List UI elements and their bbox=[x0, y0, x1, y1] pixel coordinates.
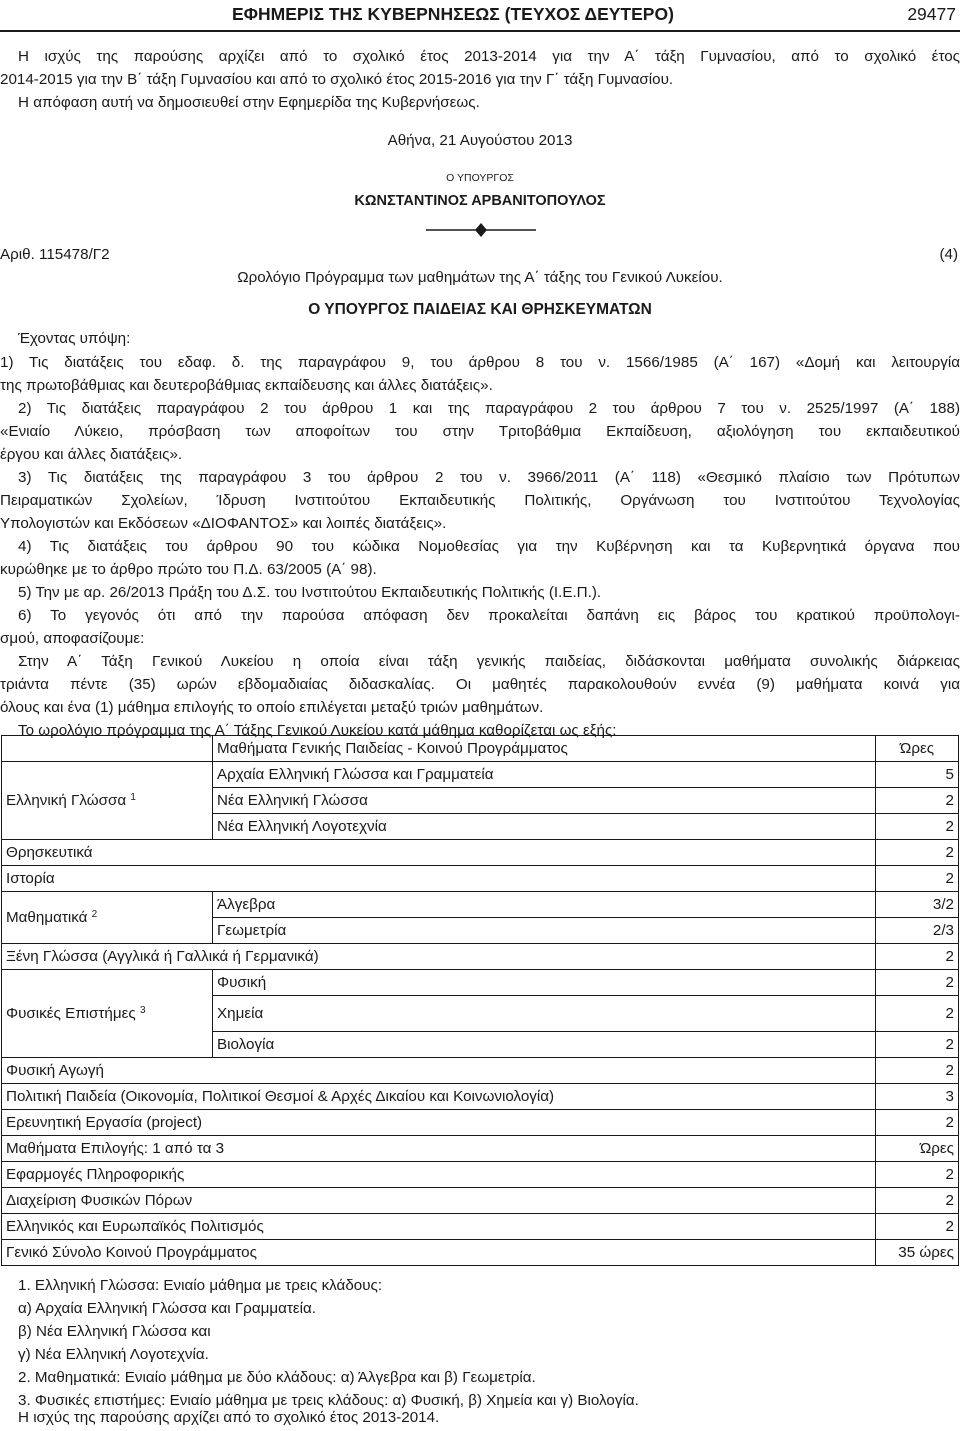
table-row bbox=[2, 892, 959, 918]
subject-hours: 2 bbox=[876, 1110, 959, 1136]
subject-group-greek bbox=[2, 762, 213, 840]
subject-hours: 2 bbox=[876, 1162, 959, 1188]
body-line: κυρώθηκε με το άρθρο πρώτο του Π.Δ. 63/2005 (Α΄ 98). bbox=[0, 561, 377, 578]
gazette-title: ΕΦΗΜΕΡΙΣ ΤΗΣ ΚΥΒΕΡΝΗΣΕΩΣ (ΤΕΥΧΟΣ ΔΕΥΤΕΡΟ) bbox=[232, 4, 674, 24]
body-line: 1) Τις διατάξεις του εδαφ. δ. της παραγράφου 9, του άρθρου 8 του ν. 1566/1985 (Α΄ 167) «Δομή και λειτουργία bbox=[0, 354, 960, 371]
footnote-marker: 2 bbox=[91, 908, 98, 920]
table-row bbox=[2, 1188, 959, 1214]
subject-name: Χημεία bbox=[213, 996, 876, 1032]
body-line: τριάντα πέντε (35) ωρών εβδομαδιαίας διδασκαλίας. Οι μαθητές παρακολουθούν εννέα (9) μαθήματα κοινά για bbox=[0, 676, 960, 693]
subject-hours: 2 bbox=[876, 1032, 959, 1058]
separator-ornament-icon bbox=[426, 222, 536, 238]
page-number: 29477 bbox=[907, 4, 956, 24]
table-row bbox=[2, 1084, 959, 1110]
schedule-table bbox=[1, 735, 959, 1266]
footnote-marker: 3 bbox=[139, 1004, 146, 1016]
table-row bbox=[2, 944, 959, 970]
note-line: α) Αρχαία Ελληνική Γλώσσα και Γραμματεία. bbox=[18, 1300, 317, 1317]
subject-hours: 2 bbox=[876, 1214, 959, 1240]
subject-label: Φυσικές Επιστήμες bbox=[6, 1004, 136, 1022]
body-line: 6) Το γεγονός ότι από την παρούσα απόφαση δεν προκαλείται δαπάνη εις βάρος του κρατικού προϋπολογι- bbox=[18, 607, 960, 624]
table-row bbox=[2, 736, 959, 762]
subject-name: Θρησκευτικά bbox=[2, 840, 876, 866]
body-line: Η ισχύς της παρούσης αρχίζει από το σχολικό έτος 2013-2014 για την Α΄ τάξη Γυμνασίου, από το σχολικό έτος bbox=[18, 48, 960, 65]
subject-name: Διαχείριση Φυσικών Πόρων bbox=[2, 1188, 876, 1214]
note-line: 3. Φυσικές επιστήμες: Ενιαίο μάθημα με τρεις κλάδους: α) Φυσική, β) Χημεία και γ) Βιολογία. bbox=[18, 1392, 639, 1409]
subject-name: Άλγεβρα bbox=[213, 892, 876, 918]
total-hours: 35 ώρες bbox=[876, 1240, 959, 1266]
subject-name: Αρχαία Ελληνική Γλώσσα και Γραμματεία bbox=[213, 762, 876, 788]
subject-label: Ελληνική Γλώσσα bbox=[6, 791, 127, 809]
table-row bbox=[2, 1240, 959, 1266]
table-row bbox=[2, 1110, 959, 1136]
table-row bbox=[2, 1214, 959, 1240]
subject-name: Φυσική Αγωγή bbox=[2, 1058, 876, 1084]
subject-name: Γεωμετρία bbox=[213, 918, 876, 944]
subject-label: Μαθηματικά bbox=[6, 908, 88, 926]
authority-title: Ο ΥΠΟΥΡΓΟΣ ΠΑΙΔΕΙΑΣ ΚΑΙ ΘΡΗΣΚΕΥΜΑΤΩΝ bbox=[308, 301, 652, 318]
subject-group-math bbox=[2, 892, 213, 944]
body-line: Το ωρολόγιο πρόγραμμα της Α΄ Τάξης Γενικού Λυκείου κατά μάθημα καθορίζεται ως εξής: bbox=[18, 722, 617, 739]
footnote-marker: 1 bbox=[130, 791, 136, 803]
note-line: β) Νέα Ελληνική Γλώσσα και bbox=[18, 1323, 211, 1340]
subject-hours: 2 bbox=[876, 814, 959, 840]
note-line: γ) Νέα Ελληνική Λογοτεχνία. bbox=[18, 1346, 209, 1363]
body-line: 5) Την με αρ. 26/2013 Πράξη του Δ.Σ. του Ινστιτούτου Εκπαιδευτικής Πολιτικής (Ι.Ε.Π.). bbox=[18, 584, 602, 601]
body-line: 4) Τις διατάξεις του άρθρου 90 του κώδικα Νομοθεσίας για την Κυβέρνηση και τα Κυβερνητικά όργανα που bbox=[18, 538, 960, 555]
subject-name: Βιολογία bbox=[213, 1032, 876, 1058]
subject-name: Πολιτική Παιδεία (Οικονομία, Πολιτικοί Θεσμοί & Αρχές Δικαίου και Κοινωνιολογία) bbox=[2, 1084, 876, 1110]
subject-name: Νέα Ελληνική Γλώσσα bbox=[213, 788, 876, 814]
total-label: Γενικό Σύνολο Κοινού Προγράμματος bbox=[2, 1240, 876, 1266]
subject-hours: 2 bbox=[876, 840, 959, 866]
header-rule bbox=[0, 30, 960, 32]
signatory-title: Ο ΥΠΟΥΡΓΟΣ bbox=[446, 172, 514, 184]
subject-hours: 2 bbox=[876, 866, 959, 892]
subject-hours: 5 bbox=[876, 762, 959, 788]
subject-hours: 2 bbox=[876, 1058, 959, 1084]
subject-name: Ξένη Γλώσσα (Αγγλικά ή Γαλλικά ή Γερμανικά) bbox=[2, 944, 876, 970]
table-row bbox=[2, 1162, 959, 1188]
table-row bbox=[2, 762, 959, 788]
note-line: Η ισχύς της παρούσης αρχίζει από το σχολικό έτος 2013-2014. bbox=[18, 1409, 440, 1426]
electives-header: Μαθήματα Επιλογής: 1 από τα 3 bbox=[2, 1136, 876, 1162]
body-line: όλους και ένα (1) μάθημα επιλογής το οποίο επιλέγεται μεταξύ τριών μαθημάτων. bbox=[0, 699, 544, 716]
note-line: 1. Ελληνική Γλώσσα: Ενιαίο μάθημα με τρεις κλάδους: bbox=[18, 1277, 383, 1294]
table-header-title: Μαθήματα Γενικής Παιδείας - Κοινού Προγράμματος bbox=[213, 736, 876, 762]
body-line: 3) Τις διατάξεις της παραγράφου 3 του άρθρου 2 του ν. 3966/2011 (Α΄ 118) «Θεσμικό πλαίσιο των Πρότυπων bbox=[18, 469, 960, 486]
place-date: Αθήνα, 21 Αυγούστου 2013 bbox=[387, 132, 573, 149]
body-line: Υπολογιστών και Εκδόσεων «ΔΙΟΦΑΝΤΟΣ» και λοιπές διατάξεις». bbox=[0, 515, 447, 532]
table-row bbox=[2, 840, 959, 866]
subject-name: Νέα Ελληνική Λογοτεχνία bbox=[213, 814, 876, 840]
table-row bbox=[2, 1136, 959, 1162]
subject-name: Ελληνικός και Ευρωπαϊκός Πολιτισμός bbox=[2, 1214, 876, 1240]
subject-name: Φυσική bbox=[213, 970, 876, 996]
body-line: της πρωτοβάθμιας και δευτεροβάθμιας εκπαίδευσης και άλλες διατάξεις». bbox=[0, 377, 493, 394]
table-header-hours: Ώρες bbox=[876, 736, 959, 762]
subject-name: Ιστορία bbox=[2, 866, 876, 892]
decision-subject: Ωρολόγιο Πρόγραμμα των μαθημάτων της Α΄ τάξης του Γενικού Λυκείου. bbox=[237, 269, 723, 286]
table-row bbox=[2, 1058, 959, 1084]
body-line: έργου και άλλες διατάξεις». bbox=[0, 446, 183, 463]
body-line: Η απόφαση αυτή να δημοσιευθεί στην Εφημερίδα της Κυβερνήσεως. bbox=[18, 94, 480, 111]
subject-hours: 2 bbox=[876, 944, 959, 970]
subject-hours: 2 bbox=[876, 1188, 959, 1214]
body-line: σμού, αποφασίζουμε: bbox=[0, 630, 145, 647]
signatory-name: ΚΩΝΣΤΑΝΤΙΝΟΣ ΑΡΒΑΝΙΤΟΠΟΥΛΟΣ bbox=[354, 193, 606, 209]
decision-index: (4) bbox=[939, 246, 958, 263]
subject-group-sciences bbox=[2, 970, 213, 1058]
electives-hours-header: Ώρες bbox=[876, 1136, 959, 1162]
subject-hours: 2 bbox=[876, 996, 959, 1032]
table-row bbox=[2, 866, 959, 892]
subject-hours: 3 bbox=[876, 1084, 959, 1110]
subject-hours: 2 bbox=[876, 788, 959, 814]
table-cell bbox=[2, 736, 213, 762]
subject-hours: 2 bbox=[876, 970, 959, 996]
body-line: 2) Τις διατάξεις παραγράφου 2 του άρθρου 1 και της παραγράφου 2 του άρθρου 7 του ν. 2525/1997 (Α΄ 188) bbox=[18, 400, 960, 417]
considering-label: Έχοντας υπόψη: bbox=[18, 330, 131, 347]
body-line: 2014-2015 για την Β΄ τάξη Γυμνασίου και από το σχολικό έτος 2015-2016 για την Γ΄ τάξη Γυμνασίου. bbox=[0, 71, 674, 88]
decision-number: Αριθ. 115478/Γ2 bbox=[0, 246, 110, 263]
body-line: Στην Α΄ Τάξη Γενικού Λυκείου η οποία είναι τάξη γενικής παιδείας, διδάσκονται μαθήματα συνολικής διάρκειας bbox=[18, 653, 960, 670]
subject-hours: 3/2 bbox=[876, 892, 959, 918]
subject-name: Ερευνητική Εργασία (project) bbox=[2, 1110, 876, 1136]
table-row bbox=[2, 970, 959, 996]
subject-hours: 2/3 bbox=[876, 918, 959, 944]
subject-name: Εφαρμογές Πληροφορικής bbox=[2, 1162, 876, 1188]
body-line: Πειραματικών Σχολείων, Ίδρυση Ινστιτούτου Εκπαιδευτικής Πολιτικής, Οργάνωση του Ινστιτούτου Τεχνολογίας bbox=[0, 492, 960, 509]
body-line: «Ενιαίο Λύκειο, πρόσβαση των αποφοίτων του στην Τριτοβάθμια Εκπαίδευση, αξιολόγηση του εκπαιδευτικού bbox=[0, 423, 960, 440]
note-line: 2. Μαθηματικά: Ενιαίο μάθημα με δύο κλάδους: α) Άλγεβρα και β) Γεωμετρία. bbox=[18, 1369, 536, 1386]
